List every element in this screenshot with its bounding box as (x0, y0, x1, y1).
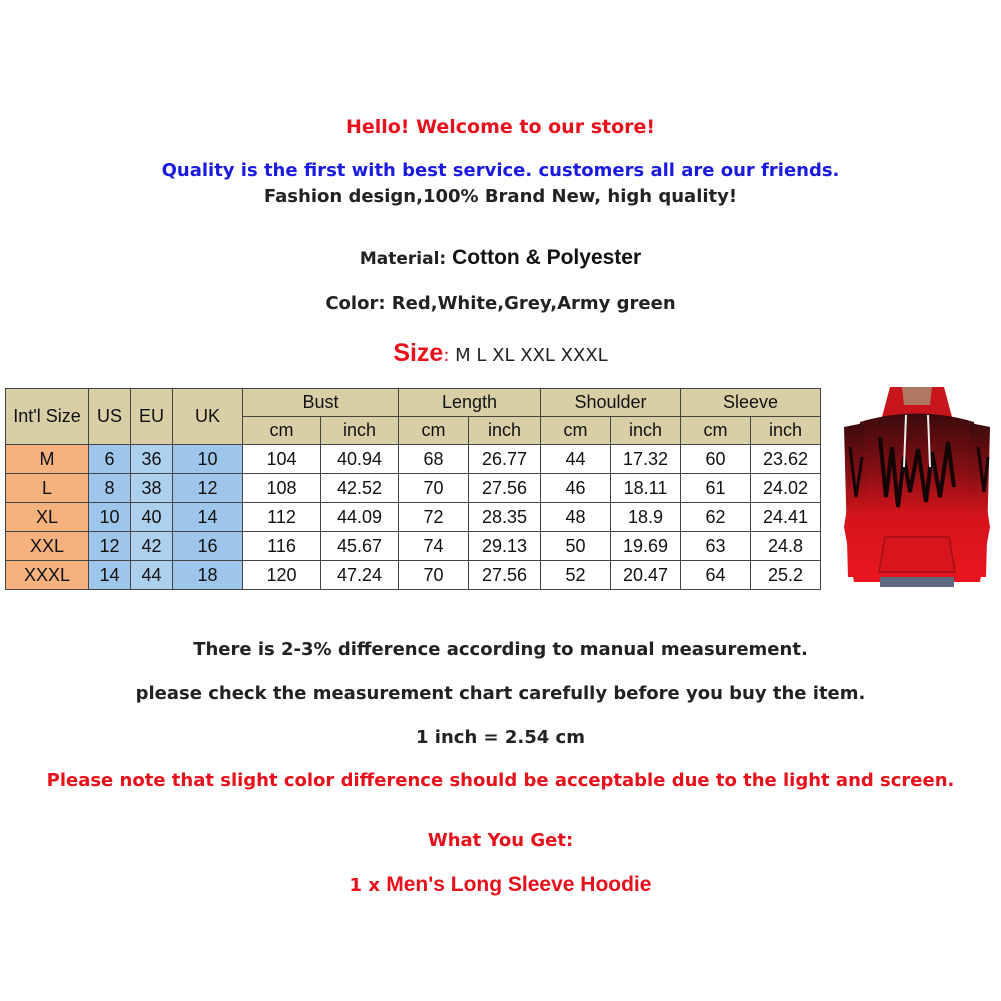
cell-length-cm: 74 (399, 532, 469, 561)
header-bust: Bust (243, 389, 399, 417)
inch-conversion-note: 1 inch = 2.54 cm (416, 727, 585, 748)
cell-sleeve-inch: 25.2 (751, 561, 821, 590)
package-item-line (0, 873, 1001, 897)
cell-length-inch: 29.13 (469, 532, 541, 561)
package-item-name: Men's Long Sleeve Hoodie (386, 873, 652, 896)
header-bust-cm: cm (243, 417, 321, 445)
cell-bust-cm: 108 (243, 474, 321, 503)
cell-intl: L (6, 474, 89, 503)
header-length-inch: inch (469, 417, 541, 445)
measurement-difference-note: There is 2-3% difference according to manual measurement. (193, 639, 808, 660)
cell-us: 12 (89, 532, 131, 561)
header-sleeve-cm: cm (681, 417, 751, 445)
cell-us: 8 (89, 474, 131, 503)
cell-shoulder-inch: 17.32 (611, 445, 681, 474)
material-value: Cotton & Polyester (452, 246, 642, 269)
material-label: Material: (359, 249, 447, 269)
table-row (6, 474, 821, 503)
header-sleeve: Sleeve (681, 389, 821, 417)
header-sleeve-inch: inch (751, 417, 821, 445)
cell-uk: 14 (173, 503, 243, 532)
cell-shoulder-cm: 46 (541, 474, 611, 503)
cell-bust-inch: 45.67 (321, 532, 399, 561)
fashion-tagline: Fashion design,100% Brand New, high quality! (263, 186, 738, 207)
cell-shoulder-cm: 52 (541, 561, 611, 590)
cell-uk: 16 (173, 532, 243, 561)
red-hoodie-photo (840, 387, 994, 587)
cell-bust-inch: 44.09 (321, 503, 399, 532)
header-shoulder-inch: inch (611, 417, 681, 445)
welcome-heading: Hello! Welcome to our store! (345, 116, 656, 138)
cell-sleeve-cm: 62 (681, 503, 751, 532)
cell-bust-cm: 112 (243, 503, 321, 532)
cell-length-inch: 27.56 (469, 474, 541, 503)
cell-intl: XL (6, 503, 89, 532)
quality-tagline: Quality is the first with best service. customers all are our friends. (161, 160, 840, 181)
cell-sleeve-inch: 24.8 (751, 532, 821, 561)
cell-shoulder-inch: 20.47 (611, 561, 681, 590)
size-values: M L XL XXL XXXL (455, 345, 608, 366)
cell-length-inch: 27.56 (469, 561, 541, 590)
cell-sleeve-inch: 24.41 (751, 503, 821, 532)
cell-shoulder-cm: 48 (541, 503, 611, 532)
cell-shoulder-inch: 19.69 (611, 532, 681, 561)
size-line (0, 339, 1001, 368)
cell-length-cm: 70 (399, 474, 469, 503)
cell-eu: 36 (131, 445, 173, 474)
cell-bust-inch: 42.52 (321, 474, 399, 503)
cell-us: 10 (89, 503, 131, 532)
cell-eu: 44 (131, 561, 173, 590)
cell-us: 6 (89, 445, 131, 474)
cell-eu: 40 (131, 503, 173, 532)
cell-eu: 38 (131, 474, 173, 503)
cell-shoulder-cm: 44 (541, 445, 611, 474)
table-row (6, 532, 821, 561)
table-row (6, 445, 821, 474)
size-colon: : (443, 345, 450, 366)
cell-shoulder-cm: 50 (541, 532, 611, 561)
header-uk: UK (173, 389, 243, 445)
cell-sleeve-cm: 64 (681, 561, 751, 590)
cell-length-inch: 28.35 (469, 503, 541, 532)
cell-length-cm: 70 (399, 561, 469, 590)
header-shoulder-cm: cm (541, 417, 611, 445)
color-difference-note: Please note that slight color difference should be acceptable due to the light and screen. (46, 770, 955, 791)
table-row (6, 561, 821, 590)
size-label: Size (393, 339, 444, 367)
cell-sleeve-cm: 60 (681, 445, 751, 474)
cell-bust-inch: 40.94 (321, 445, 399, 474)
header-intl-size: Int'l Size (6, 389, 89, 445)
material-line (0, 246, 1001, 270)
header-bust-inch: inch (321, 417, 399, 445)
what-you-get-heading: What You Get: (427, 830, 574, 851)
cell-bust-inch: 47.24 (321, 561, 399, 590)
cell-sleeve-inch: 24.02 (751, 474, 821, 503)
header-length-cm: cm (399, 417, 469, 445)
header-us: US (89, 389, 131, 445)
check-chart-note: please check the measurement chart carefully before you buy the item. (135, 683, 866, 704)
header-length: Length (399, 389, 541, 417)
cell-uk: 10 (173, 445, 243, 474)
cell-intl: XXL (6, 532, 89, 561)
cell-length-inch: 26.77 (469, 445, 541, 474)
cell-bust-cm: 104 (243, 445, 321, 474)
cell-bust-cm: 116 (243, 532, 321, 561)
cell-sleeve-cm: 61 (681, 474, 751, 503)
color-line: Color: Red,White,Grey,Army green (325, 293, 676, 314)
cell-length-cm: 72 (399, 503, 469, 532)
cell-intl: M (6, 445, 89, 474)
cell-shoulder-inch: 18.9 (611, 503, 681, 532)
package-qty: 1 x (349, 875, 380, 896)
cell-uk: 12 (173, 474, 243, 503)
cell-length-cm: 68 (399, 445, 469, 474)
cell-intl: XXXL (6, 561, 89, 590)
cell-bust-cm: 120 (243, 561, 321, 590)
cell-eu: 42 (131, 532, 173, 561)
header-shoulder: Shoulder (541, 389, 681, 417)
cell-sleeve-inch: 23.62 (751, 445, 821, 474)
table-row (6, 503, 821, 532)
size-chart-table (5, 388, 821, 590)
cell-sleeve-cm: 63 (681, 532, 751, 561)
header-eu: EU (131, 389, 173, 445)
cell-us: 14 (89, 561, 131, 590)
cell-uk: 18 (173, 561, 243, 590)
cell-shoulder-inch: 18.11 (611, 474, 681, 503)
